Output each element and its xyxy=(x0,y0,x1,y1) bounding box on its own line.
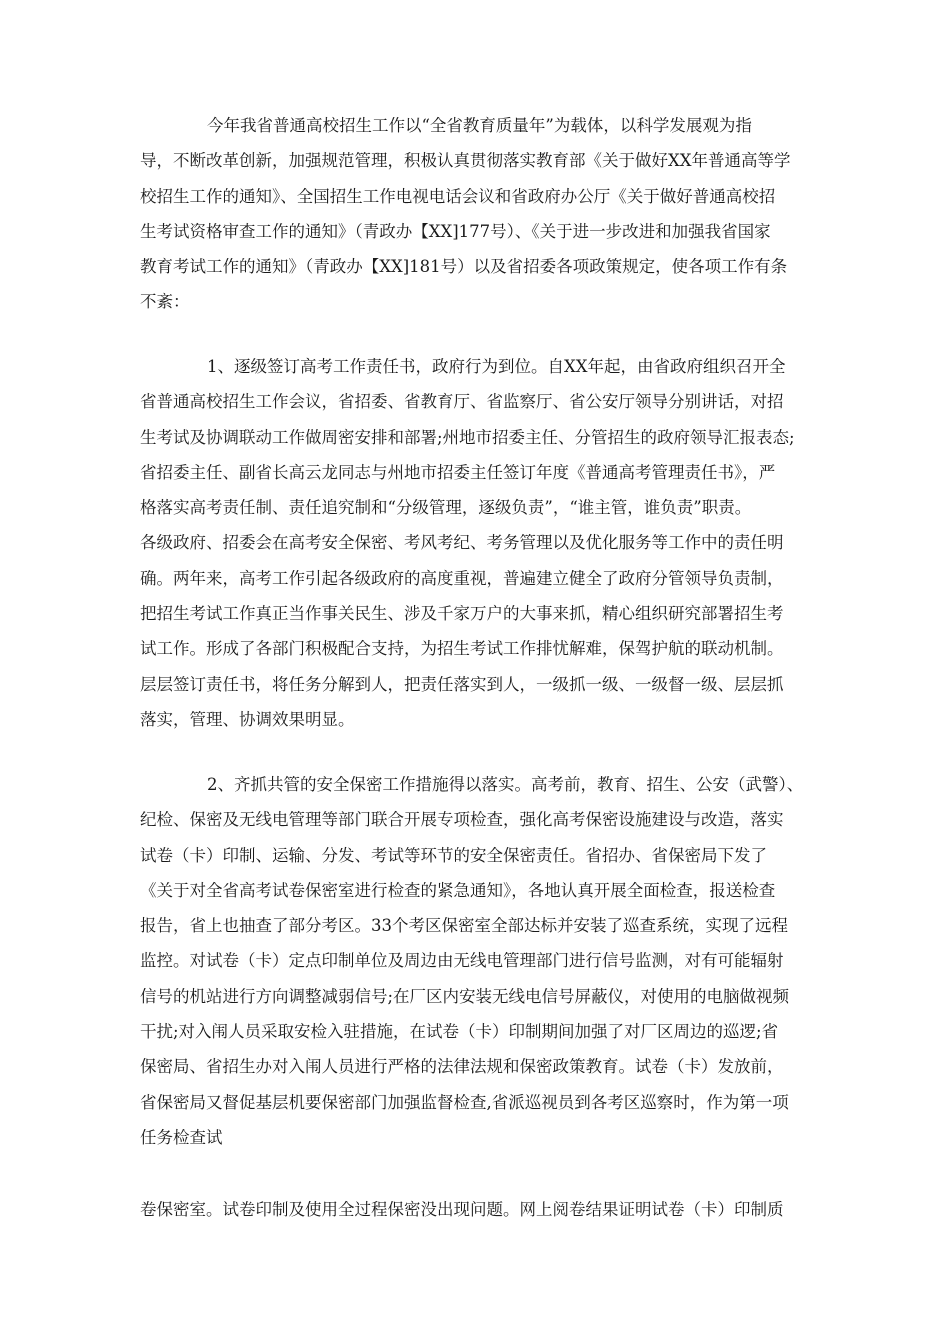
text-line: 教育考试工作的通知》（青政办【XX]181号）以及省招委各项政策规定，使各项工作有条 xyxy=(140,257,788,277)
paragraph-continuation xyxy=(140,1192,820,1227)
text-line: 今年我省普通高校招生工作以“全省教育质量年”为载体，以科学发展观为指 xyxy=(207,116,752,135)
text-line: 落实，管理、协调效果明显。 xyxy=(140,709,355,729)
text-line: 层层签订责任书，将任务分解到人，把责任落实到人，一级抓一级、一级督一级、层层抓 xyxy=(140,674,784,694)
text-line: 监控。对试卷（卡）定点印制单位及周边由无线电管理部门进行信号监测，对有可能辐射 xyxy=(140,951,784,971)
text-line: 省普通高校招生工作会议，省招委、省教育厅、省监察厅、省公安厅领导分别讲话，对招 xyxy=(140,392,784,412)
text-line: 省保密局又督促基层机要保密部门加强监督检查,省派巡视员到各考区巡察时，作为第一项 xyxy=(140,1092,789,1112)
text-line: 导，不断改革创新，加强规范管理，积极认真贯彻落实教育部《关于做好XX年普通高等学 xyxy=(140,151,791,171)
text-line: 确。两年来，高考工作引起各级政府的高度重视，普遍建立健全了政府分管领导负责制， xyxy=(140,568,784,588)
text-line: 试工作。形成了各部门积极配合支持，为招生考试工作排忧解难，保驾护航的联动机制。 xyxy=(140,639,784,659)
paragraph-item-2 xyxy=(140,767,820,1155)
paragraph-item-1 xyxy=(140,349,820,737)
text-line: 《关于对全省高考试卷保密室进行检查的紧急通知》，各地认真开展全面检查，报送检查 xyxy=(140,880,776,900)
text-line: 格落实高考责任制、责任追究制和“分级管理，逐级负责”，“谁主管，谁负责”职责。 xyxy=(140,498,752,518)
text-line: 任务检查试 xyxy=(140,1127,223,1147)
text-line: 干扰;对入闱人员采取安检入驻措施，在试卷（卡）印制期间加强了对厂区周边的巡逻;省 xyxy=(140,1022,779,1042)
text-line: 2、齐抓共管的安全保密工作措施得以落实。高考前，教育、招生、公安（武警）、 xyxy=(207,775,804,794)
text-line: 校招生工作的通知》、全国招生工作电视电话会议和省政府办公厅《关于做好普通高校招 xyxy=(140,186,776,206)
text-line: 把招生考试工作真正当作事关民生、涉及千家万户的大事来抓，精心组织研究部署招生考 xyxy=(140,604,784,624)
text-line: 信号的机站进行方向调整减弱信号;在厂区内安装无线电信号屏蔽仪，对使用的电脑做视频 xyxy=(140,986,790,1006)
text-line: 1、逐级签订高考工作责任书，政府行为到位。自XX年起，由省政府组织召开全 xyxy=(207,357,786,376)
text-line: 纪检、保密及无线电管理等部门联合开展专项检查，强化高考保密设施建设与改造，落实 xyxy=(140,810,784,830)
text-line: 卷保密室。试卷印制及使用全过程保密没出现问题。网上阅卷结果证明试卷（卡）印制质 xyxy=(140,1200,784,1219)
text-line: 各级政府、招委会在高考安全保密、考风考纪、考务管理以及优化服务等工作中的责任明 xyxy=(140,533,784,553)
text-line: 报告，省上也抽查了部分考区。33个考区保密室全部达标并安装了巡查系统，实现了远程 xyxy=(140,916,788,936)
paragraph-intro xyxy=(140,108,820,320)
text-line: 生考试及协调联动工作做周密安排和部署;州地市招委主任、分管招生的政府领导汇报表态; xyxy=(140,427,795,447)
text-line: 试卷（卡）印制、运输、分发、考试等环节的安全保密责任。省招办、省保密局下发了 xyxy=(140,845,767,865)
text-line: 省招委主任、副省长高云龙同志与州地市招委主任签订年度《普通高考管理责任书》，严 xyxy=(140,462,776,482)
text-line: 保密局、省招生办对入闱人员进行严格的法律法规和保密政策教育。试卷（卡）发放前， xyxy=(140,1057,784,1077)
text-line: 生考试资格审查工作的通知》（青政办【XX]177号）、《关于进一步改进和加强我省国家 xyxy=(140,221,771,241)
text-line: 不紊： xyxy=(140,292,190,312)
